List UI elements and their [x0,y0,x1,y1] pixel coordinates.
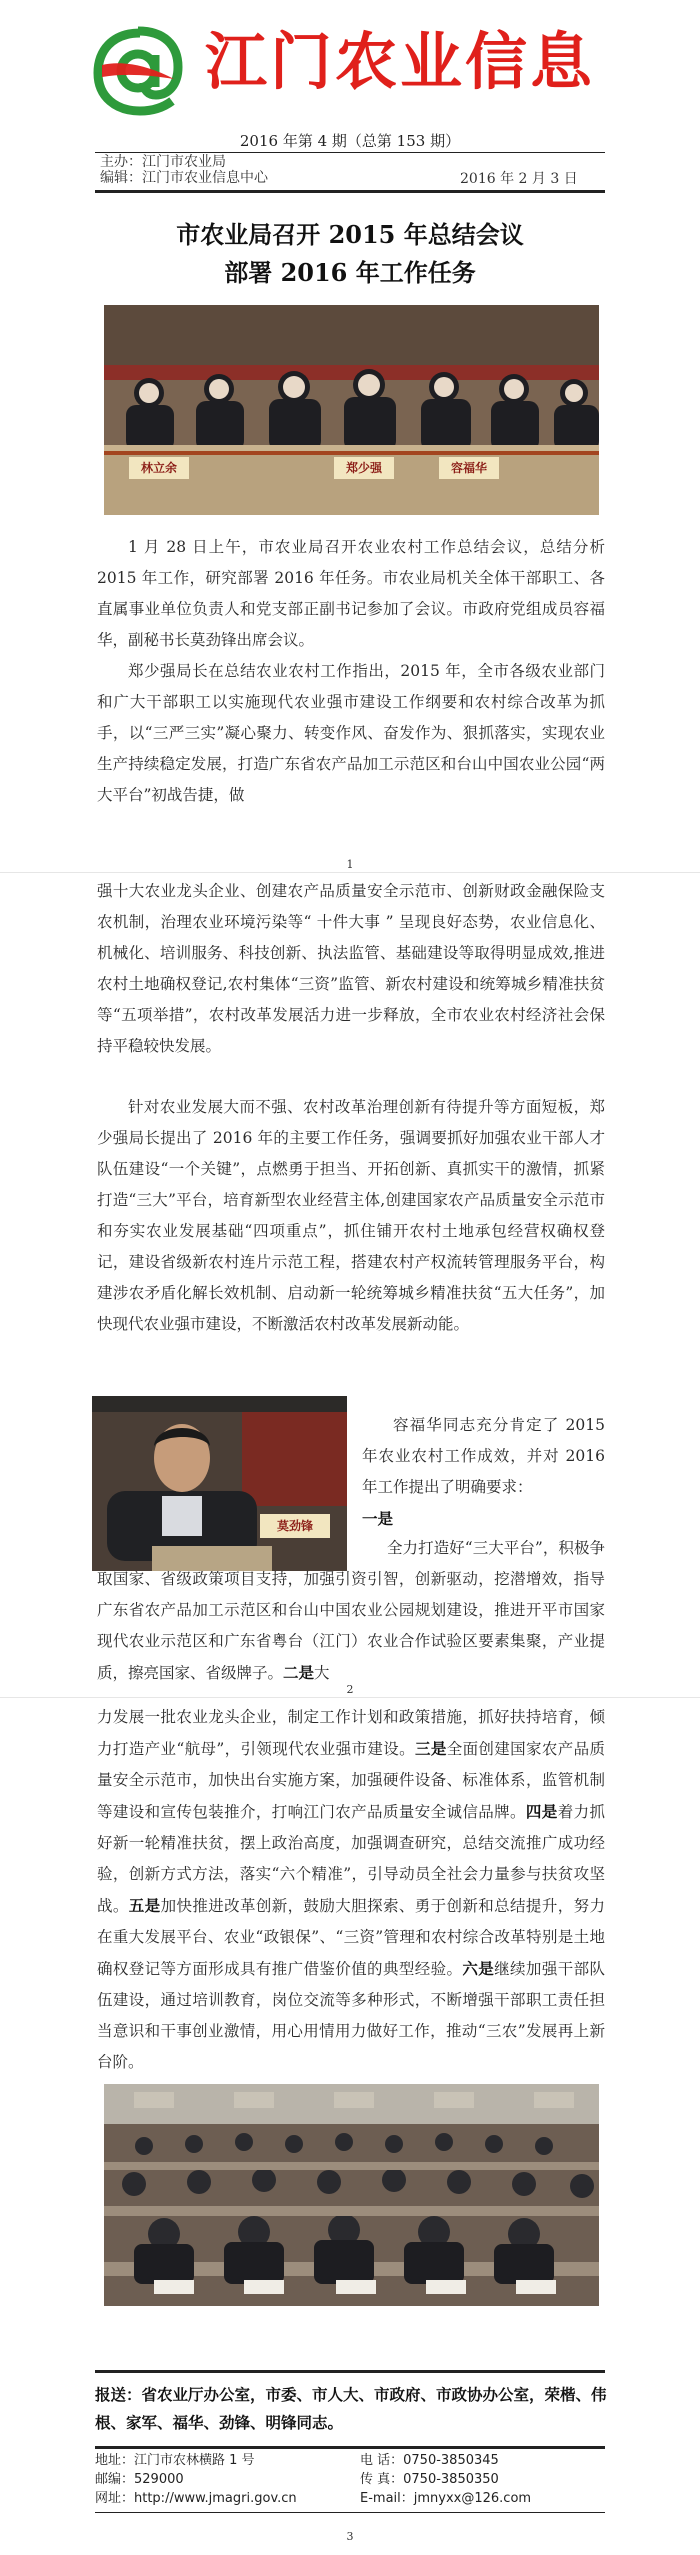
footer-rule-middle [95,2446,605,2449]
at-sign-leaf-icon [92,25,184,117]
address: 地址：江门市农林横路 1 号 [95,2453,255,2468]
point-2-label: 二是 [283,1663,315,1682]
page-break-2 [0,1697,700,1698]
sponsor-line: 主办：江门市农业局 [100,154,226,170]
audience-illustration [104,2084,599,2306]
point-4-label: 四是 [525,1802,558,1821]
nameplate-1: 林立余 [140,461,177,475]
nameplate-2: 郑少强 [345,461,382,475]
page-number-3: 3 [346,2530,354,2543]
paragraph-3: 强十大农业龙头企业、创建农产品质量安全示范市、创新财政金融保险支农机制，治理农业环境污染等“ 十件大事 ” 呈现良好态势，农业信息化、机械化、培训服务、科技创新、执法监管、基础建设等取得明显成效,推进农村土地确权登记,农村集体“三资”监管、新农村建设和统筹城乡精准扶贫等“五项举措”，农村改革发展活力进一步释放，全市农业农村经济社会保持平稳较快发展。 [97,882,605,1055]
page-break-1 [0,872,700,873]
postcode: 邮编：529000 [95,2472,184,2487]
meeting-rostrum-photo [104,305,599,515]
audience-photo [104,2084,599,2306]
point-1-label: 一是 [362,1509,394,1528]
editor-line: 编辑：江门市农业信息中心 [100,170,268,186]
point-2-continued: 力发展一批农业龙头企业，制定工作计划和政策措施，抓好扶持培育，倾力打造产业“航母”，引领现代农业强市建设。 [97,1708,605,1758]
point-6-text: 继续加强干部队伍建设，通过培训教育，岗位交流等多种形式，不断增强干部职工责任担当意识和干事创业激情，用心用情用力做好工作，推动“三农”发展再上新台阶。 [97,1960,605,2071]
header-rule [95,190,605,193]
point-2-text: 大 [314,1664,330,1682]
point-6-label: 六是 [462,1959,495,1978]
point-1-text: 全力打造好“三大平台”，积极争取国家、省级政策项目支持，加强引资引智，创新驱动，挖潜增效，指导广东省农产品加工示范区和台山中国农业公园规划建设，推进开平市国家现代农业示范区和广东省粤台（江门）农业合作试验区要素集聚，产业提质，擦亮国家、省级牌子。 [97,1539,605,1682]
report-label: 报送： [95,2386,142,2404]
publish-date: 2016 年 2 月 3 日 [460,171,578,187]
meeting-rostrum-illustration [104,305,599,515]
nameplate-speaker: 莫劲锋 [276,1519,313,1533]
paragraph-4: 针对农业发展大而不强、农村改革治理创新有待提升等方面短板，郑少强局长提出了 2016 年的主要工作任务，强调要抓好加强农业干部人才队伍建设“一个关键”，点燃勇于担当、开拓创新、真抓实干的激情，抓紧打造“三大”平台，培育新型农业经营主体,创建国家农产品质量安全示范市和夯实农业发展基础“四项重点”，抓住铺开农村土地承包经营权确权登记，建设省级新农村连片示范工程，搭建农村产权流转管理服务平台，构建涉农矛盾化解长效机制、启动新一轮统筹城乡精准扶贫“五大任务”，加快现代农业强市建设，不断激活农村改革发展新动能。 [97,1098,605,1333]
footer-rule-bottom [95,2512,605,2513]
point-5-label: 五是 [128,1896,161,1915]
nameplate-3: 容福华 [450,461,487,475]
masthead-title: 江门农业信息 [205,25,596,98]
point-3-text: 全面创建国家农产品质量安全示范市，加快出台实施方案，加强硬件设备、标准体系，监管机制等建设和宣传包装推介，打响江门农产品质量安全诚信品牌。 [97,1740,605,1821]
report-to [95,2381,610,2437]
point-3-label: 三是 [414,1739,447,1758]
page-number-1: 1 [346,858,354,871]
paragraph-1: 1 月 28 日上午，市农业局召开农业农村工作总结会议，总结分析 2015 年工作，研究部署 2016 年任务。市农业局机关全体干部职工、各直属事业单位负责人和党支部正副书记参加了会议。市政府党组成员容福华，副秘书长莫劲锋出席会议。 [97,538,605,649]
fax: 传 真：0750-3850350 [360,2472,499,2487]
article-title-line2: 部署 2016 年工作任务 [224,258,476,287]
issue-number: 2016 年第 4 期（总第 153 期） [239,132,461,150]
website-link[interactable]: 网址：http://www.jmagri.gov.cn [95,2491,297,2506]
phone: 电 话：0750-3850345 [360,2453,499,2468]
paragraph-5-intro: 容福华同志充分肯定了 2015 年农业农村工作成效，并对 2016 年工作提出了明确要求： [362,1416,605,1496]
point-4-text: 着力抓好新一轮精准扶贫，摆上政治高度，加强调查研究，总结交流推广成功经验，创新方式方法，落实“六个精准”，引导动员全社会力量参与扶贫攻坚战。 [97,1803,605,1915]
point-5-text: 加快推进改革创新，鼓励大胆探索、勇于创新和总结提升，努力在重大发展平台、农业“政银保”、“三资”管理和农村综合改革特别是土地确权登记等方面形成具有推广借鉴价值的典型经验。 [97,1897,605,1978]
email-link[interactable]: E-mail：jmnyxx@126.com [360,2491,532,2506]
page-number-2: 2 [346,1683,354,1696]
paragraph-5-point-1 [97,1533,605,1689]
paragraph-6 [97,1702,605,2078]
paragraph-2: 郑少强局长在总结农业农村工作指出，2015 年，全市各级农业部门和广大干部职工以实施现代农业强市建设工作纲要和农村综合改革为抓手，以“三严三实”凝心聚力、转变作风、奋发作为、狠抓落实，实现农业生产持续稳定发展，打造广东省农产品加工示范区和台山中国农业公园“两大平台”初战告捷，做 [97,662,605,804]
article-title-line1: 市农业局召开 2015 年总结会议 [176,220,524,249]
contact-info [95,2451,610,2508]
footer-rule-top [95,2370,605,2373]
paragraph-5-point-1-start [362,1503,605,1535]
report-recipients: 省农业厅办公室，市委、市人大、市政府、市政协办公室，荣楷、伟根、家军、福华、劲锋、明锋同志。 [95,2386,607,2432]
